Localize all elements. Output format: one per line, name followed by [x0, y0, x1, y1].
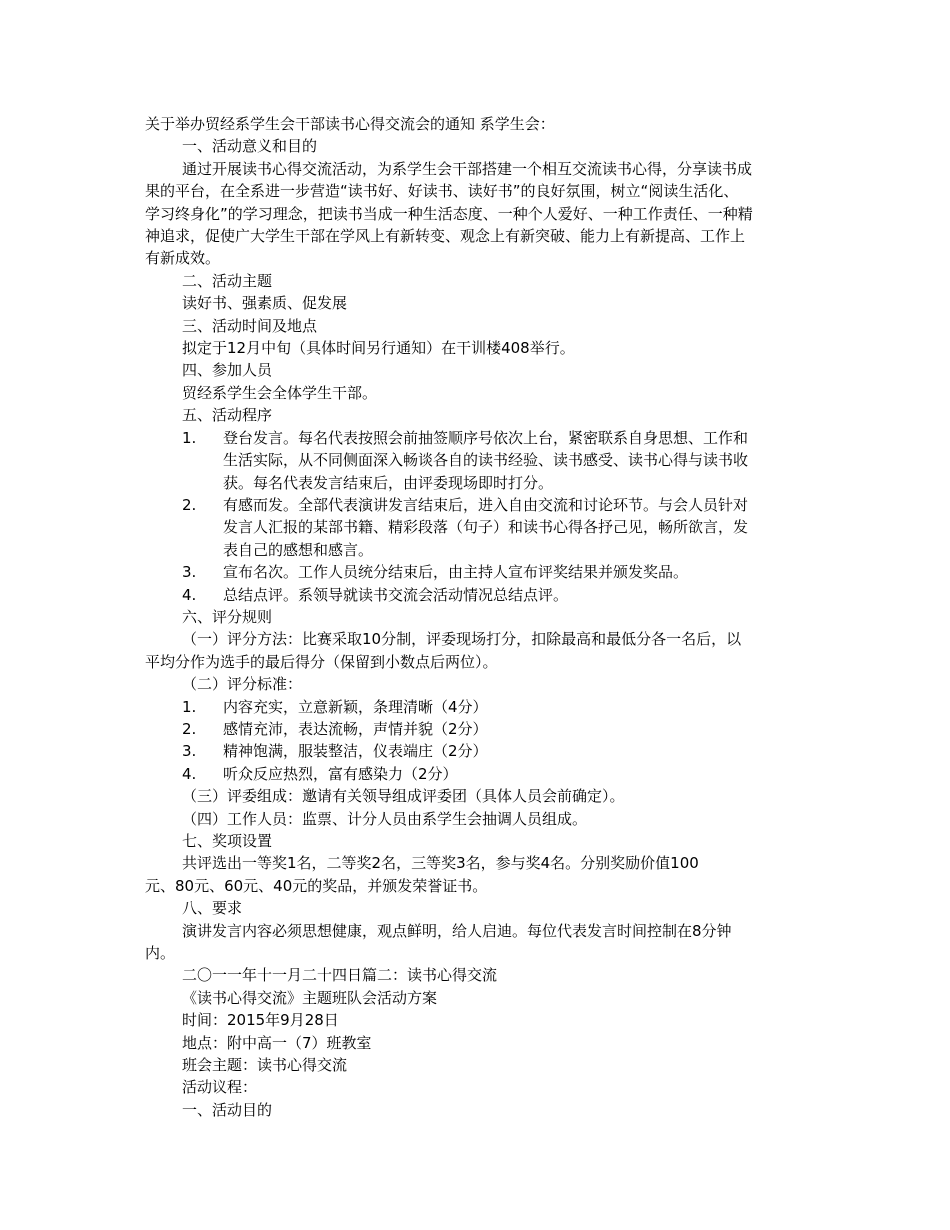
awards-line: 共评选出一等奖1名，二等奖2名，三等奖3名，参与奖4名。分别奖励价值100: [182, 854, 699, 873]
item-text: 表自己的感想和感言。: [223, 540, 374, 559]
item-number: 1.: [182, 428, 197, 447]
time-text: 时间：2015年9月28日: [182, 1011, 339, 1030]
item-text: 听众反应热烈，富有感染力（2分）: [223, 764, 458, 783]
paragraph-line: 学习终身化”的学习理念，把读书当成一种生活态度、一种个人爱好、一种工作责任、一种精: [145, 204, 753, 223]
item-text: 发言人汇报的某部书籍、精彩段落（句子）和读书心得各抒己见，畅所欲言，发: [223, 518, 749, 537]
procedure-item: [145, 584, 805, 606]
procedure-item: [145, 427, 805, 494]
staff-text: （四）工作人员：监票、计分人员由系学生会抽调人员组成。: [182, 809, 588, 828]
time-place-text: 拟定于12月中旬（具体时间另行通知）在干训楼408举行。: [182, 339, 575, 358]
agenda-text: 活动议程：: [182, 1078, 258, 1097]
judges-text: （三）评委组成：邀请有关领导组成评委团（具体人员会前确定）。: [182, 787, 625, 806]
participants-text: 贸经系学生会全体学生干部。: [182, 383, 378, 402]
procedure-item: [145, 494, 805, 561]
paragraph-line: 有新成效。: [145, 249, 221, 268]
item-text: 内容充实，立意新颖，条理清晰（4分）: [223, 697, 488, 716]
place-text: 地点：附中高一（7）班教室: [182, 1033, 372, 1052]
section-heading: 八、要求: [182, 899, 243, 918]
section-heading: 六、评分规则: [182, 607, 273, 626]
item-number: 4.: [182, 764, 197, 783]
procedure-item: [145, 561, 805, 583]
scoring-method-line: 平均分作为选手的最后得分（保留到小数点后两位）。: [145, 652, 498, 671]
section-heading: 一、活动目的: [182, 1100, 273, 1119]
item-number: 2.: [182, 495, 197, 514]
item-text: 有感而发。全部代表演讲发言结束后，进入自由交流和讨论环节。与会人员针对: [223, 495, 749, 514]
scoring-standard-title: （二）评分标准：: [182, 675, 303, 694]
requirements-line: 演讲发言内容必须思想健康，观点鲜明，给人启迪。每位代表发言时间控制在8分钟: [182, 921, 732, 940]
section-heading: 二、活动主题: [182, 271, 273, 290]
standard-item: [145, 740, 805, 762]
paragraph-line: 果的平台，在全系进一步营造“读书好、好读书、读好书”的良好氛围，树立“阅读生活化、: [145, 182, 739, 201]
plan-title: 《读书心得交流》主题班队会活动方案: [182, 988, 438, 1007]
item-text: 宣布名次。工作人员统分结束后，由主持人宣布评奖结果并颁发奖品。: [223, 563, 689, 582]
standard-item: [145, 696, 805, 718]
item-text: 获。每名代表发言结束后，由评委现场即时打分。: [223, 473, 554, 492]
item-text: 总结点评。系领导就读书交流会活动情况总结点评。: [223, 585, 569, 604]
section-heading: 四、参加人员: [182, 361, 273, 380]
item-number: 1.: [182, 697, 197, 716]
scoring-method-line: （一）评分方法：比赛采取10分制，评委现场打分，扣除最高和最低分各一名后，以: [182, 630, 742, 649]
item-number: 3.: [182, 563, 197, 582]
item-number: 4.: [182, 585, 197, 604]
standard-item: [145, 763, 805, 785]
class-theme-text: 班会主题：读书心得交流: [182, 1056, 348, 1075]
item-number: 3.: [182, 742, 197, 761]
paragraph-purpose: [145, 158, 805, 270]
paragraph-line: 神追求，促使广大学生干部在学风上有新转变、观念上有新突破、能力上有新提高、工作上: [145, 227, 746, 246]
item-text: 生活实际，从不同侧面深入畅谈各自的读书经验、读书感受、读书心得与读书收: [223, 451, 749, 470]
item-text: 精神饱满，服装整洁，仪表端庄（2分）: [223, 742, 488, 761]
awards-line: 元、80元、60元、40元的奖品，并颁发荣誉证书。: [145, 876, 488, 895]
date-line: 二〇一一年十一月二十四日篇二：读书心得交流: [182, 966, 498, 985]
document-page: [145, 113, 805, 1121]
item-text: 登台发言。每名代表按照会前抽签顺序号依次上台，紧密联系自身思想、工作和: [223, 428, 749, 447]
standard-item: [145, 718, 805, 740]
requirements-line: 内。: [145, 944, 176, 963]
item-text: 感情充沛，表达流畅，声情并貌（2分）: [223, 719, 488, 738]
document-title: 关于举办贸经系学生会干部读书心得交流会的通知 系学生会：: [145, 115, 555, 133]
section-heading: 七、奖项设置: [182, 832, 273, 850]
section-heading: 五、活动程序: [182, 406, 273, 425]
procedure-list: [145, 427, 805, 606]
section-heading: 一、活动意义和目的: [182, 137, 318, 156]
item-number: 2.: [182, 719, 197, 738]
paragraph-line: 通过开展读书心得交流活动，为系学生会干部搭建一个相互交流读书心得，分享读书成: [182, 159, 753, 178]
section-heading: 三、活动时间及地点: [182, 316, 318, 335]
theme-text: 读好书、强素质、促发展: [182, 294, 348, 313]
standard-list: [145, 696, 805, 786]
